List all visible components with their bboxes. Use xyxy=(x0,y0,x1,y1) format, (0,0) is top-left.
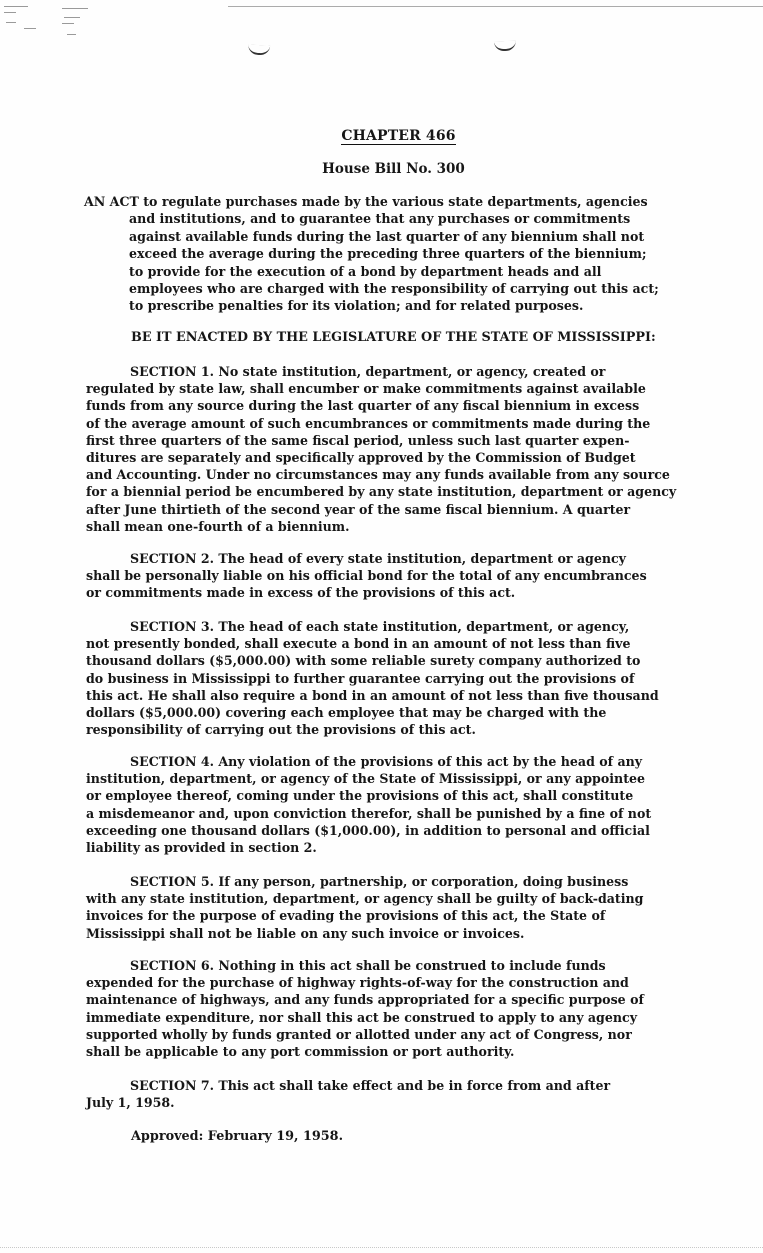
act-title xyxy=(84,193,704,315)
title-line: against available funds during the last quarter of any biennium shall not xyxy=(129,228,645,244)
section-1 xyxy=(86,363,708,535)
section-line: maintenance of highways, and any funds appropriated for a specific purpose of xyxy=(86,992,644,1008)
section-line: thousand dollars ($5,000.00) with some reliable surety company authorized to xyxy=(86,653,641,669)
enacting-clause: BE IT ENACTED BY THE LEGISLATURE OF THE STATE OF MISSISSIPPI: xyxy=(131,330,656,345)
section-line: a misdemeanor and, upon conviction therefor, shall be punished by a fine of not xyxy=(86,805,652,821)
section-line: SECTION 7. This act shall take effect and be in force from and after xyxy=(130,1078,611,1093)
section-line: immediate expenditure, nor shall this act be construed to apply to any agency xyxy=(86,1009,638,1025)
section-6 xyxy=(86,957,708,1060)
section-2 xyxy=(86,550,708,602)
section-4 xyxy=(86,753,708,856)
section-line: responsibility of carrying out the provisions of this act. xyxy=(86,722,476,738)
section-line: this act. He shall also require a bond in an amount of not less than five thousand xyxy=(86,687,659,703)
title-line: to provide for the execution of a bond by department heads and all xyxy=(129,263,602,279)
section-line: with any state institution, department, or agency shall be guilty of back-dating xyxy=(86,891,644,907)
section-line: exceeding one thousand dollars ($1,000.00), in addition to personal and official xyxy=(86,822,650,838)
section-line: or commitments made in excess of the provisions of this act. xyxy=(86,585,516,601)
approval-date: Approved: February 19, 1958. xyxy=(131,1129,344,1144)
title-line: exceed the average during the preceding three quarters of the biennium; xyxy=(129,246,647,262)
binding-mark-left xyxy=(248,44,270,55)
title-line: and institutions, and to guarantee that any purchases or commitments xyxy=(129,211,631,227)
bill-text: House Bill No. 300 xyxy=(322,161,465,177)
bill-number xyxy=(0,161,763,177)
section-line: SECTION 2. The head of every state institution, department or agency xyxy=(130,551,626,566)
binding-mark-right xyxy=(494,41,516,52)
section-line: after June thirtieth of the second year of the same fiscal biennium. A quarter xyxy=(86,501,631,517)
chapter-heading xyxy=(0,128,763,145)
section-line: Mississippi shall not be liable on any such invoice or invoices. xyxy=(86,925,525,941)
section-line: regulated by state law, shall encumber or make commitments against available xyxy=(86,381,646,397)
bottom-scan-edge xyxy=(0,1247,763,1249)
top-scan-rule xyxy=(228,6,763,7)
section-line: expended for the purchase of highway rights-of-way for the construction and xyxy=(86,975,629,991)
section-line: SECTION 1. No state institution, department, or agency, created or xyxy=(130,364,606,379)
section-line: dollars ($5,000.00) covering each employee that may be charged with the xyxy=(86,705,607,721)
corner-scan-marks xyxy=(4,6,86,42)
section-7 xyxy=(86,1077,708,1111)
section-line: funds from any source during the last quarter of any fiscal biennium in excess xyxy=(86,398,640,414)
section-line: SECTION 4. Any violation of the provisions of this act by the head of any xyxy=(130,754,643,769)
section-line: invoices for the purpose of evading the provisions of this act, the State of xyxy=(86,908,606,924)
section-line: liability as provided in section 2. xyxy=(86,840,317,856)
chapter-text: CHAPTER 466 xyxy=(341,128,456,144)
section-line: shall be applicable to any port commission or port authority. xyxy=(86,1044,515,1060)
section-line: ditures are separately and specifically approved by the Commission of Budget xyxy=(86,450,636,466)
section-line: of the average amount of such encumbrances or commitments made during the xyxy=(86,415,651,431)
section-line: shall mean one-fourth of a biennium. xyxy=(86,518,350,534)
section-line: July 1, 1958. xyxy=(86,1095,175,1111)
section-line: shall be personally liable on his official bond for the total of any encumbrances xyxy=(86,568,647,584)
section-line: SECTION 6. Nothing in this act shall be construed to include funds xyxy=(130,958,606,973)
section-line: for a biennial period be encumbered by any state institution, department or agency xyxy=(86,484,677,500)
section-line: or employee thereof, coming under the provisions of this act, shall constitute xyxy=(86,788,634,804)
section-line: do business in Mississippi to further guarantee carrying out the provisions of xyxy=(86,670,635,686)
section-line: first three quarters of the same fiscal period, unless such last quarter expen- xyxy=(86,432,630,448)
section-line: supported wholly by funds granted or allotted under any act of Congress, nor xyxy=(86,1026,632,1042)
title-line: AN ACT to regulate purchases made by the various state departments, agencies xyxy=(84,194,648,209)
section-5 xyxy=(86,873,708,942)
section-line: and Accounting. Under no circumstances may any funds available from any source xyxy=(86,467,670,483)
title-line: employees who are charged with the responsibility of carrying out this act; xyxy=(129,281,659,297)
section-line: not presently bonded, shall execute a bond in an amount of not less than five xyxy=(86,636,631,652)
section-3 xyxy=(86,618,708,738)
title-line: to prescribe penalties for its violation; and for related purposes. xyxy=(129,298,584,314)
section-line: SECTION 5. If any person, partnership, or corporation, doing business xyxy=(130,874,629,889)
section-line: SECTION 3. The head of each state institution, department, or agency, xyxy=(130,619,630,634)
section-line: institution, department, or agency of the State of Mississippi, or any appointee xyxy=(86,771,646,787)
